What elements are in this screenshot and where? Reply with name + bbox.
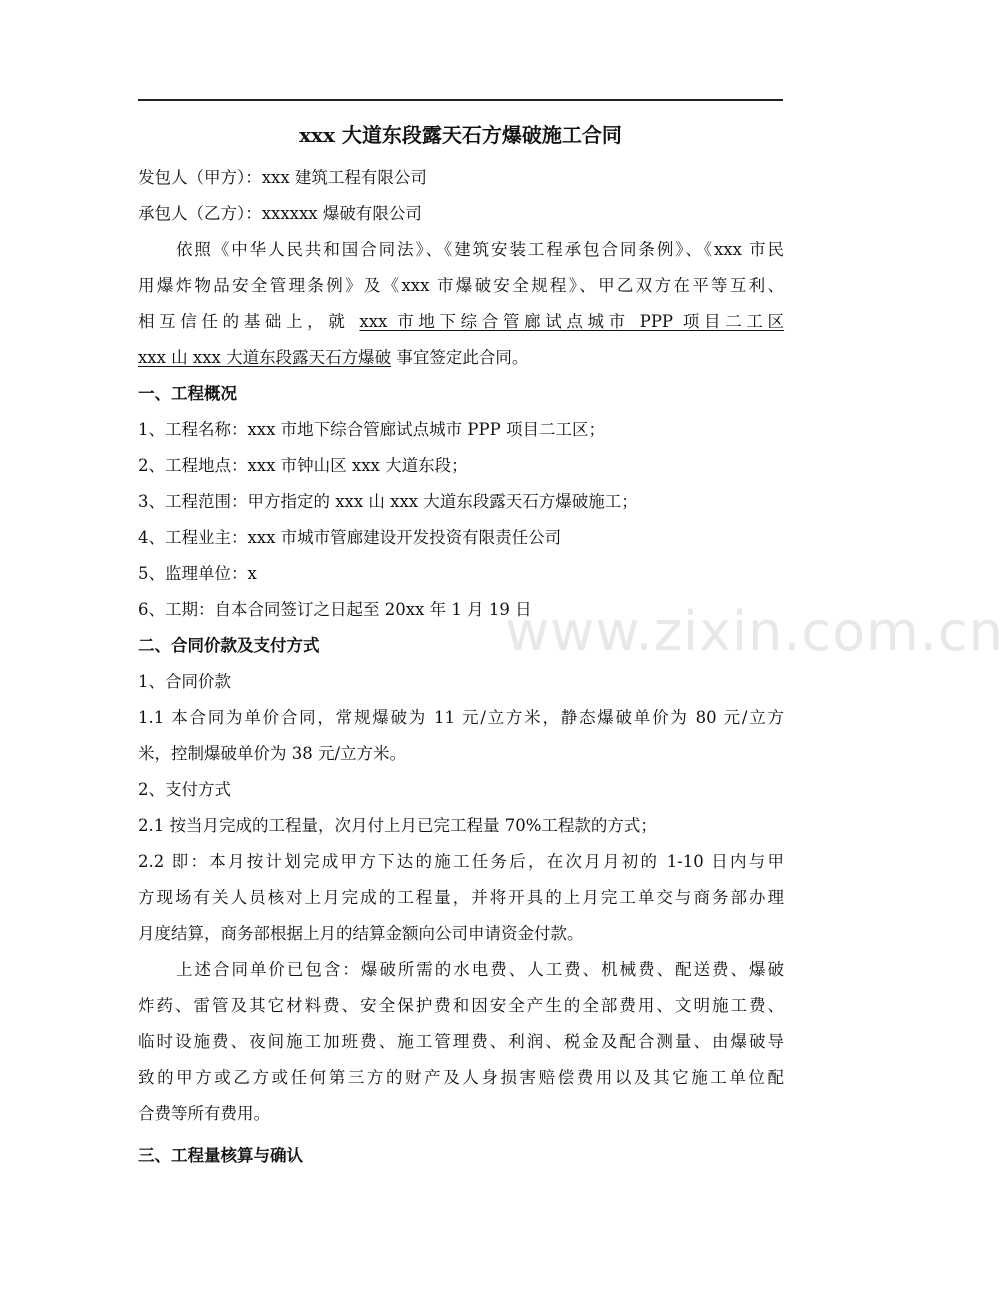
section-2-heading: 二、合同价款及支付方式 bbox=[138, 636, 320, 655]
clause-2-2-line-1: 2.2 即：本月按计划完成甲方下达的施工任务后，在次月月初的 1-10 日内与甲 bbox=[138, 852, 784, 871]
intro-line-4-text: 事宜签定此合同。 bbox=[396, 348, 529, 367]
inclusions-line-5: 合费等所有费用。 bbox=[138, 1104, 270, 1123]
clause-2-1: 2.1 按当月完成的工程量，次月付上月已完工程量 70%工程款的方式； bbox=[138, 816, 657, 835]
party-b-line: 承包人（乙方）：xxxxxx 爆破有限公司 bbox=[138, 204, 422, 223]
project-scope-underlined: xxx 山 xxx 大道东段露天石方爆破 bbox=[138, 348, 392, 367]
clause-2-2-line-3: 月度结算，商务部根据上月的结算金额向公司申请资金付款。 bbox=[138, 924, 584, 943]
section-1-item: 2、工程地点：xxx 市钟山区 xxx 大道东段； bbox=[138, 456, 468, 475]
section-1-item: 3、工程范围：甲方指定的 xxx 山 xxx 大道东段露天石方爆破施工； bbox=[138, 492, 638, 511]
section-1-item: 1、工程名称：xxx 市地下综合管廊试点城市 PPP 项目二工区； bbox=[138, 420, 605, 439]
intro-line-4 bbox=[138, 340, 784, 376]
section-1-heading: 一、工程概况 bbox=[138, 384, 237, 403]
party-a-line: 发包人（甲方）：xxx 建筑工程有限公司 bbox=[138, 168, 427, 187]
watermark: www.zixin.com.cn bbox=[505, 600, 1004, 663]
contract-body bbox=[138, 160, 784, 1174]
inclusions-line-1: 上述合同单价已包含：爆破所需的水电费、人工费、机械费、配送费、爆破 bbox=[176, 960, 784, 979]
intro-line-1: 依照《中华人民共和国合同法》、《建筑安装工程承包合同条例》、《xxx 市民 bbox=[176, 240, 784, 259]
inclusions-line-4: 致的甲方或乙方或任何第三方的财产及人身损害赔偿费用以及其它施工单位配 bbox=[138, 1068, 784, 1087]
clause-2-2-line-2: 方现场有关人员核对上月完成的工程量，并将开具的上月完工单交与商务部办理 bbox=[138, 888, 784, 907]
section-1-item: 5、监理单位：x bbox=[138, 564, 257, 583]
intro-line-3-text: 相互信任的基础上，就 bbox=[138, 312, 350, 331]
clause-1-1-line-2: 米，控制爆破单价为 38 元/立方米。 bbox=[138, 744, 407, 763]
section-1-item: 6、工期：自本合同签订之日起至 20xx 年 1 月 19 日 bbox=[138, 600, 532, 619]
section-1-item: 4、工程业主：xxx 市城市管廊建设开发投资有限责任公司 bbox=[138, 528, 562, 547]
inclusions-line-3: 临时设施费、夜间施工加班费、施工管理费、利润、税金及配合测量、由爆破导 bbox=[138, 1032, 784, 1051]
section-2-sub-heading: 2、支付方式 bbox=[138, 780, 231, 799]
section-2-sub-heading: 1、合同价款 bbox=[138, 672, 231, 691]
intro-line-3 bbox=[138, 304, 784, 340]
project-name-underlined: xxx 市地下综合管廊试点城市 PPP 项目二工区 bbox=[359, 312, 785, 331]
header-rule bbox=[138, 99, 783, 101]
intro-line-2: 用爆炸物品安全管理条例》及《xxx 市爆破安全规程》、甲乙双方在平等互利、 bbox=[138, 276, 784, 295]
inclusions-line-2: 炸药、雷管及其它材料费、安全保护费和因安全产生的全部费用、文明施工费、 bbox=[138, 996, 784, 1015]
section-3-heading: 三、工程量核算与确认 bbox=[138, 1146, 303, 1165]
clause-1-1-line-1: 1.1 本合同为单价合同，常规爆破为 11 元/立方米，静态爆破单价为 80 元/立方 bbox=[138, 708, 784, 727]
contract-title: xxx 大道东段露天石方爆破施工合同 bbox=[299, 123, 622, 147]
